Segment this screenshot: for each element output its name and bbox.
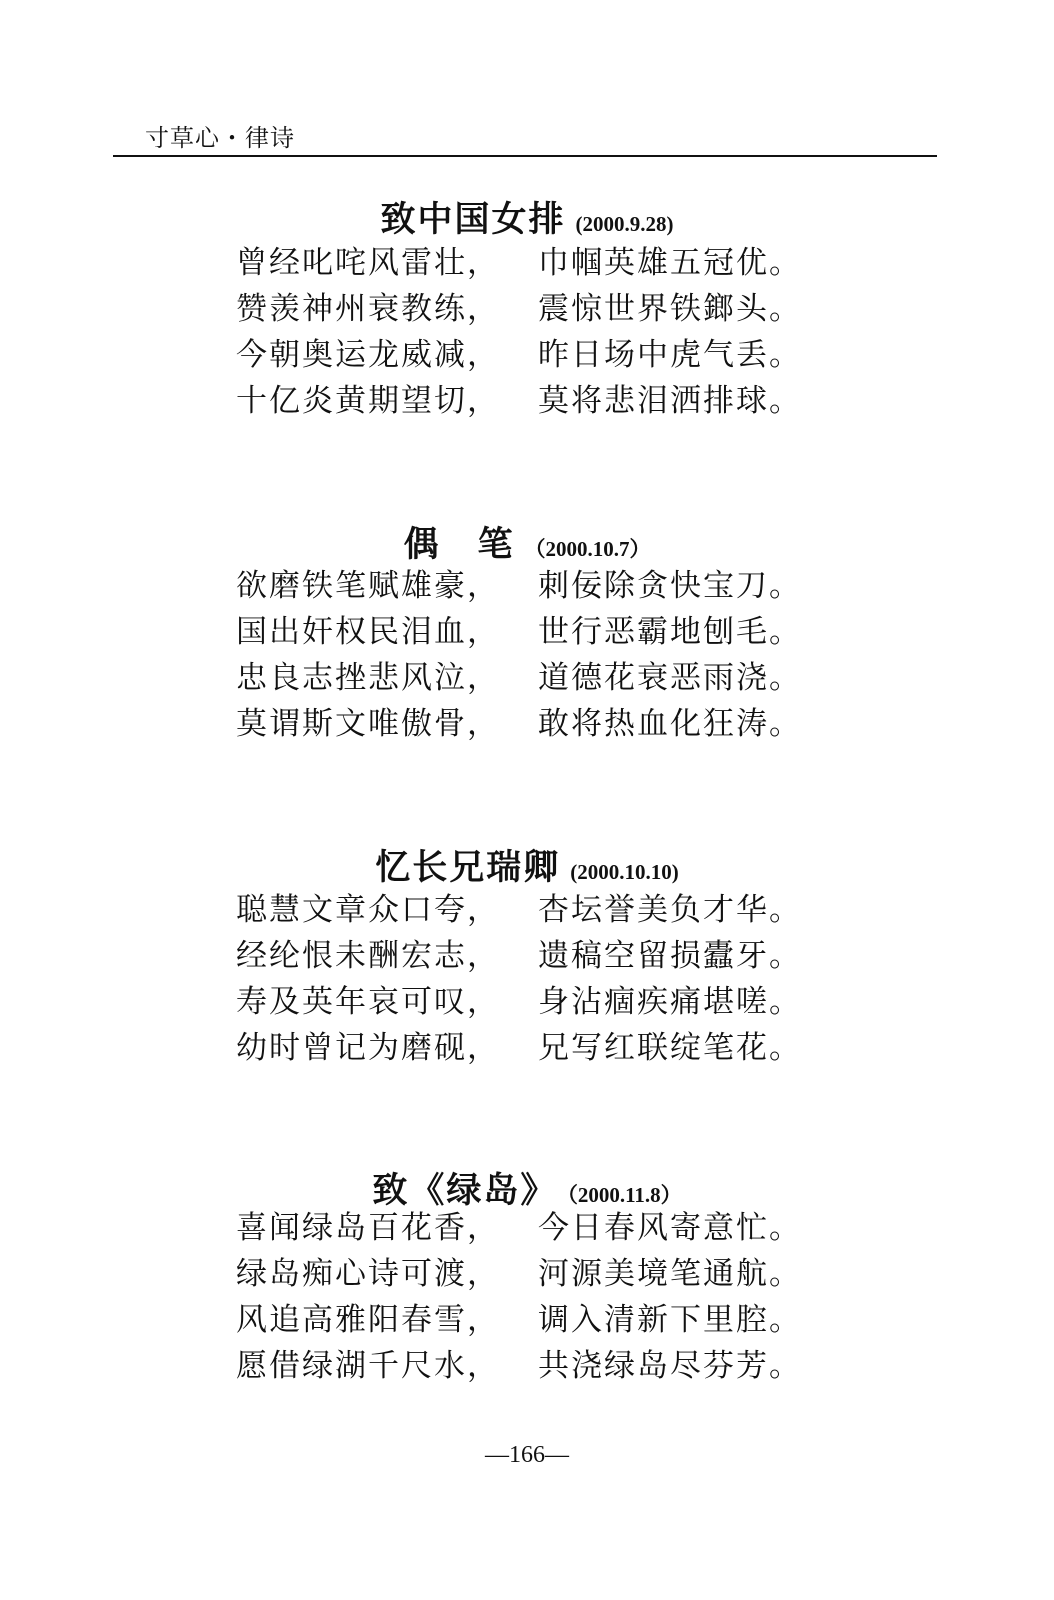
- poem-line: [0, 701, 1054, 747]
- poem-date: (2000.9.28): [575, 212, 674, 236]
- poem-title: 致中国女排: [380, 200, 566, 240]
- poem-line: [0, 1025, 1054, 1071]
- poem-line: [0, 979, 1054, 1025]
- line-first-half: 经纶恨未酬宏志，: [236, 938, 500, 974]
- line-second-half: 道德花衰恶雨浇。: [538, 660, 802, 696]
- poem-line: [0, 887, 1054, 933]
- poem-title: 忆长兄瑞卿: [375, 848, 561, 888]
- line-first-half: 十亿炎黄期望切，: [236, 383, 500, 419]
- page-number: —166—: [485, 1442, 569, 1468]
- running-header: 寸草心・律诗: [145, 124, 295, 152]
- poem-date: （2000.11.8）: [567, 1183, 682, 1207]
- line-second-half: 敢将热血化狂涛。: [538, 706, 802, 742]
- line-second-half: 刺佞除贪快宝刀。: [538, 568, 802, 604]
- header-rule: [113, 155, 937, 157]
- poem-line: [0, 332, 1054, 378]
- poem-date: （2000.10.7）: [524, 537, 651, 561]
- poem-title-row: [0, 840, 1054, 890]
- line-first-half: 莫谓斯文唯傲骨，: [236, 706, 500, 742]
- line-first-half: 今朝奥运龙威减，: [236, 337, 500, 373]
- line-first-half: 欲磨铁笔赋雄豪，: [236, 568, 500, 604]
- line-first-half: 曾经叱咤风雷壮，: [236, 245, 500, 281]
- line-first-half: 国出奸权民泪血，: [236, 614, 500, 650]
- line-second-half: 共浇绿岛尽芬芳。: [538, 1348, 802, 1384]
- line-second-half: 昨日场中虎气丢。: [538, 337, 802, 373]
- poem-line: [0, 609, 1054, 655]
- line-first-half: 愿借绿湖千尺水，: [236, 1348, 500, 1384]
- line-second-half: 杏坛誉美负才华。: [538, 892, 802, 928]
- line-first-half: 风追高雅阳春雪，: [236, 1302, 500, 1338]
- line-first-half: 喜闻绿岛百花香，: [236, 1210, 500, 1246]
- line-second-half: 巾帼英雄五冠优。: [538, 245, 802, 281]
- poem-title-row: [0, 192, 1054, 242]
- poem-line: [0, 1297, 1054, 1343]
- line-second-half: 调入清新下里腔。: [538, 1302, 802, 1338]
- poem-line: [0, 1343, 1054, 1389]
- line-second-half: 河源美境笔通航。: [538, 1256, 802, 1292]
- poem-line: [0, 1205, 1054, 1251]
- line-first-half: 赞羡神州衰教练，: [236, 291, 500, 327]
- poem-line: [0, 240, 1054, 286]
- line-second-half: 遗稿空留损蠹牙。: [538, 938, 802, 974]
- poem-title: 偶 笔: [403, 525, 515, 565]
- line-first-half: 幼时曾记为磨砚，: [236, 1030, 500, 1066]
- line-second-half: 兄写红联绽笔花。: [538, 1030, 802, 1066]
- poem-line: [0, 378, 1054, 424]
- line-second-half: 世行恶霸地刨毛。: [538, 614, 802, 650]
- line-second-half: 震惊世界铁鎯头。: [538, 291, 802, 327]
- line-first-half: 寿及英年哀可叹，: [236, 984, 500, 1020]
- line-first-half: 聪慧文章众口夸，: [236, 892, 500, 928]
- poem-line: [0, 286, 1054, 332]
- poem-date: (2000.10.10): [570, 860, 679, 884]
- line-second-half: 今日春风寄意忙。: [538, 1210, 802, 1246]
- poem-line: [0, 655, 1054, 701]
- poem-line: [0, 1251, 1054, 1297]
- poem-title-row: [0, 517, 1054, 567]
- line-second-half: 身沾痼疾痛堪嗟。: [538, 984, 802, 1020]
- poem-title: 致《绿岛》: [372, 1171, 558, 1211]
- poem-line: [0, 933, 1054, 979]
- line-first-half: 忠良志挫悲风泣，: [236, 660, 500, 696]
- poem-line: [0, 563, 1054, 609]
- line-second-half: 莫将悲泪洒排球。: [538, 383, 802, 419]
- line-first-half: 绿岛痴心诗可渡，: [236, 1256, 500, 1292]
